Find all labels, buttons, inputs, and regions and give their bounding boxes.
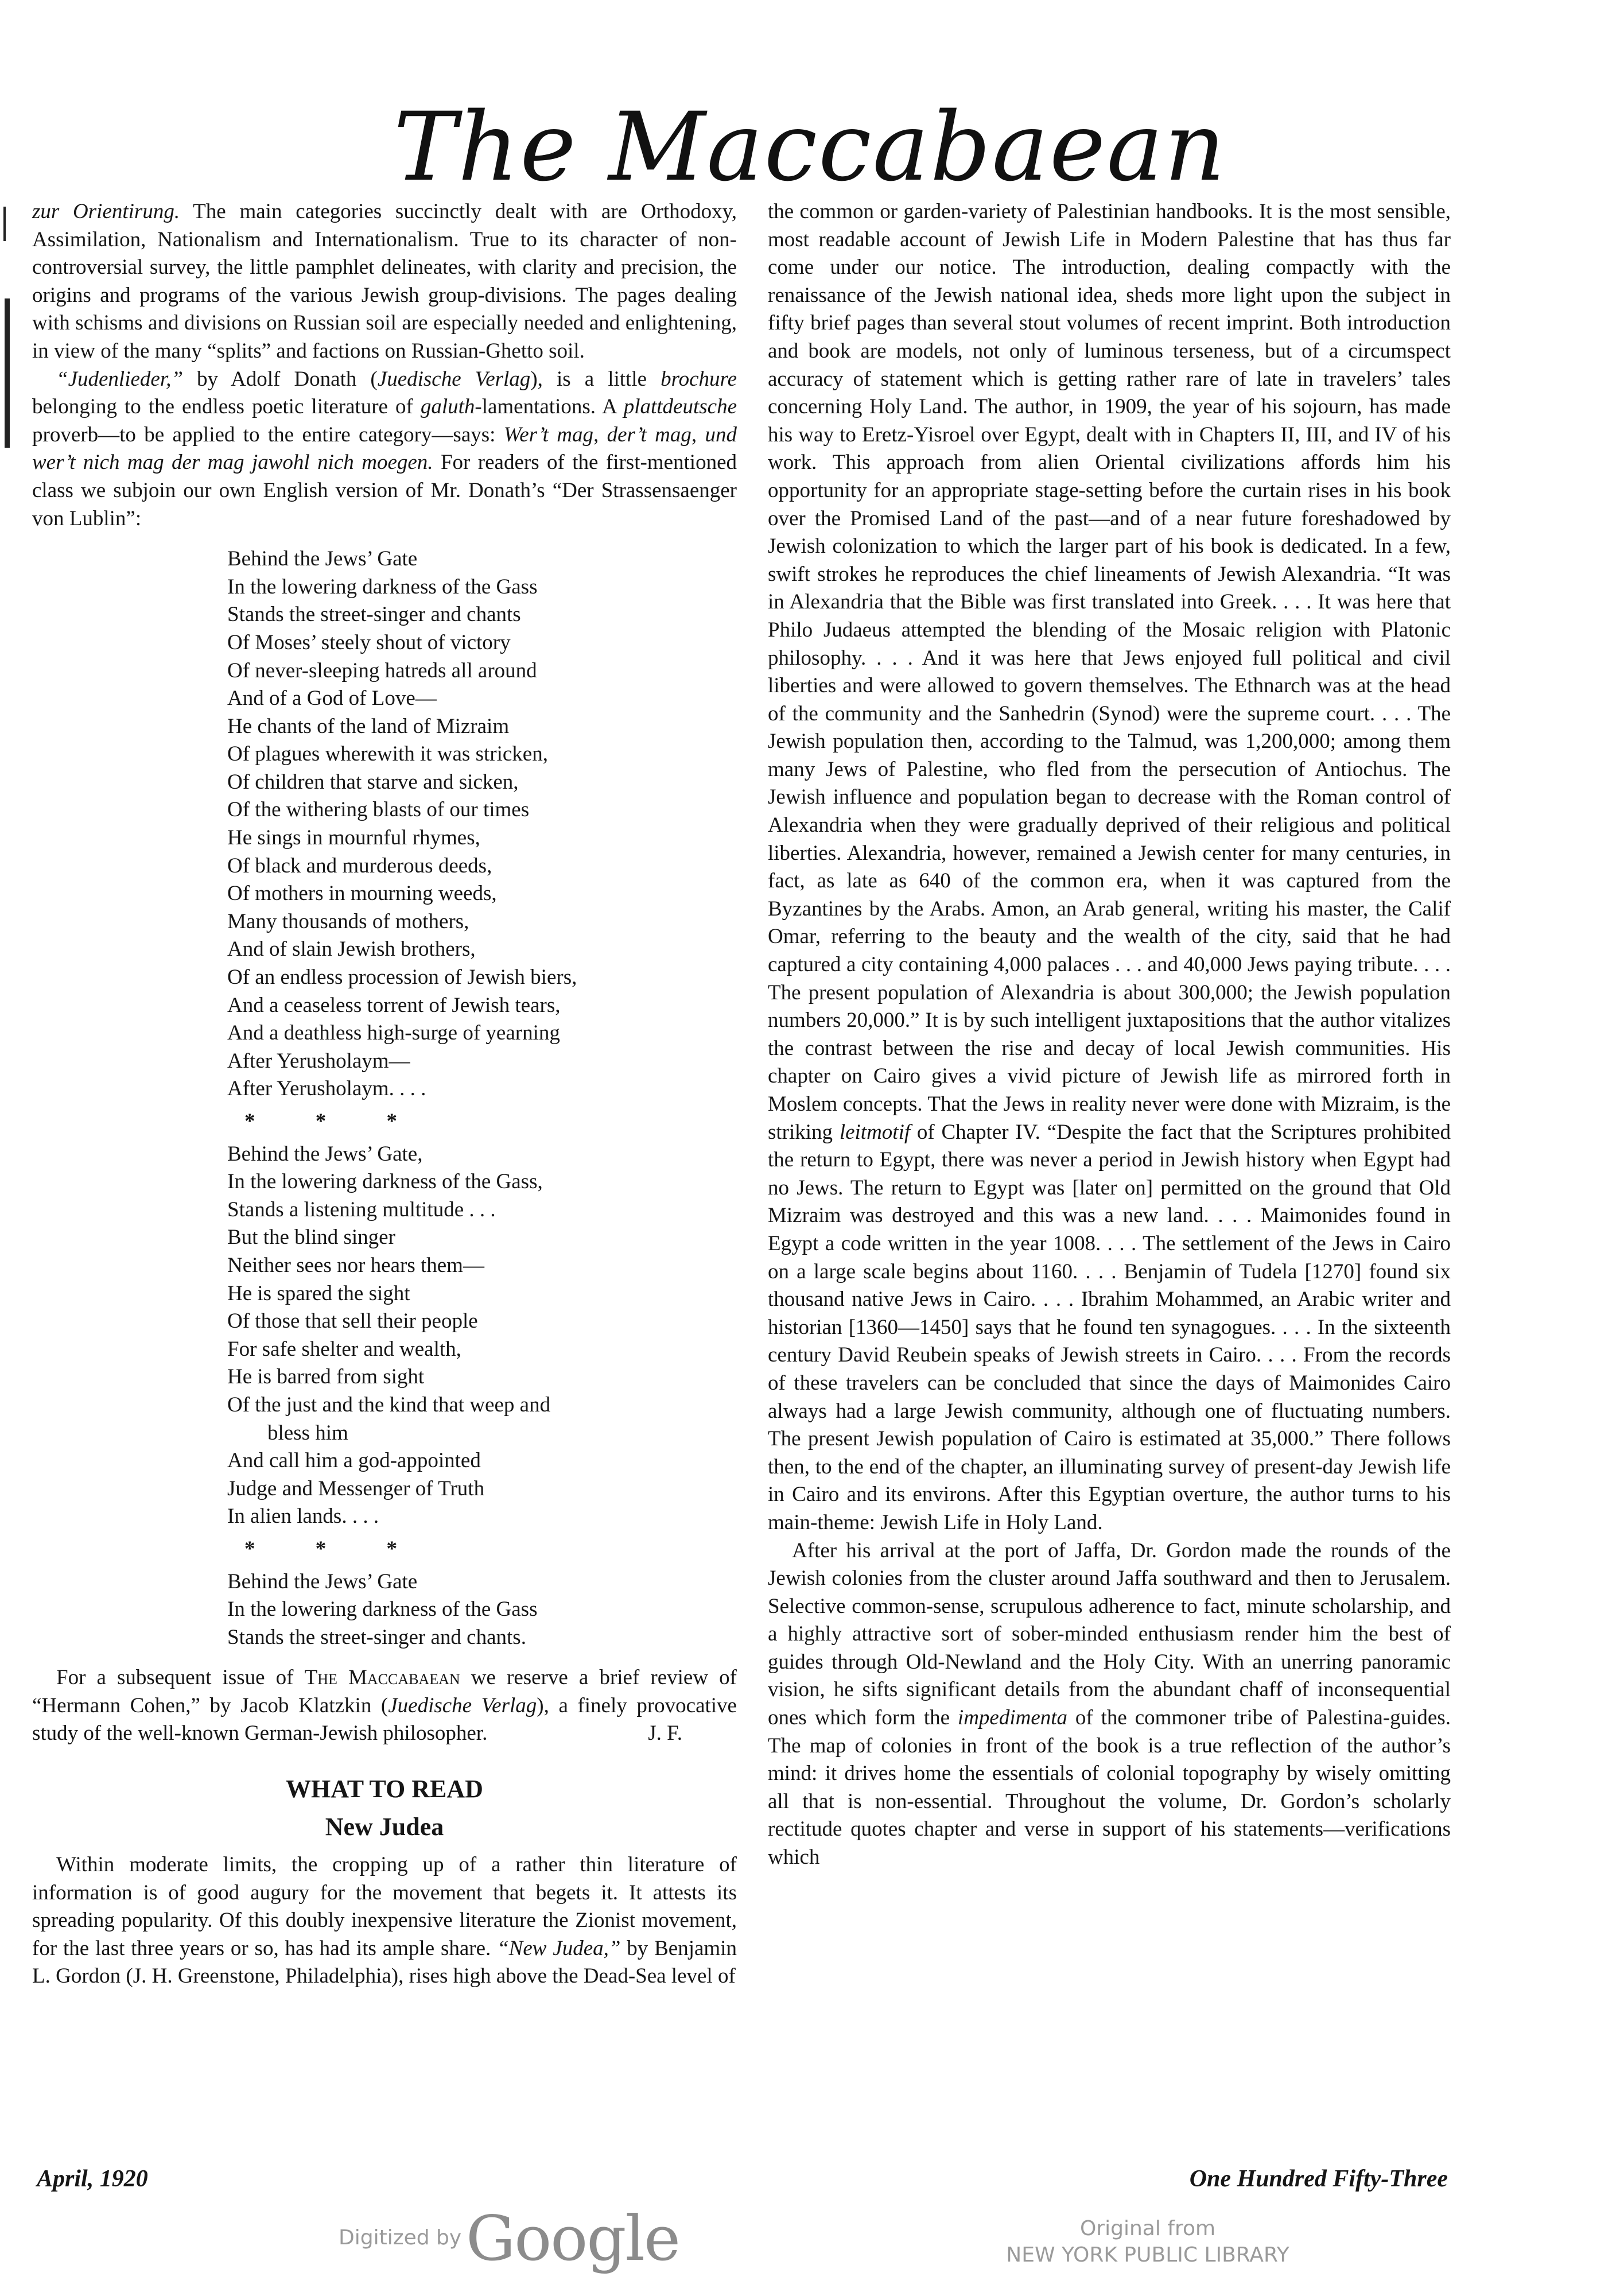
poem-line: He is spared the sight bbox=[227, 1281, 410, 1305]
paragraph-text: For a subsequent issue of bbox=[56, 1666, 305, 1690]
poem bbox=[227, 545, 737, 1103]
section-subtitle: New Judea bbox=[325, 1813, 444, 1841]
poem-line: Of those that sell their people bbox=[227, 1309, 478, 1333]
publisher-name: Juedische Verlag bbox=[377, 367, 531, 391]
margin-binding-mark bbox=[5, 298, 10, 448]
poem-line: And call him a god-appointed bbox=[227, 1449, 481, 1473]
paragraph-text: ), is a little bbox=[530, 367, 661, 391]
poem-line: Of black and murderous deeds, bbox=[227, 854, 492, 878]
poem-line: And a deathless high-surge of yearning bbox=[227, 1021, 560, 1045]
italic-word: plattdeutsche bbox=[623, 395, 737, 419]
italic-word: galuth bbox=[420, 395, 475, 419]
paragraph bbox=[32, 1851, 737, 1991]
poem-line: Of plagues wherewith it was stricken, bbox=[227, 742, 548, 766]
stanza-separator: * * * bbox=[244, 1537, 425, 1561]
masthead-title: The Maccabaean bbox=[393, 92, 1227, 202]
paragraph bbox=[768, 1537, 1451, 1872]
poem-line: In the lowering darkness of the Gass bbox=[227, 1597, 538, 1622]
italic-word: brochure bbox=[661, 367, 737, 391]
paragraph-text: we reserve a brief review of “Hermann Cohen,” by Jacob Klatzkin ( bbox=[32, 1666, 737, 1717]
magazine-name: The Maccabaean bbox=[304, 1666, 460, 1690]
poem-line: Stands a listening multitude . . . bbox=[227, 1197, 496, 1221]
poem-line: bless him bbox=[267, 1421, 348, 1445]
poem-line: Stands the street-singer and chants. bbox=[227, 1625, 526, 1649]
library-name: NEW YORK PUBLIC LIBRARY bbox=[1006, 2243, 1289, 2267]
poem-line: Of children that starve and sicken, bbox=[227, 770, 519, 794]
issue-date: April, 1920 bbox=[37, 2166, 148, 2192]
paragraph-text: Within moderate limits, the cropping up of a rather thin literature of information is of good augury for the movement that begets it. It attests its spreading popularity. Of this doubly inexpensive literature the Zionist movement, for the last three years or so, has had its ample share. bbox=[32, 1853, 737, 1960]
poem-line: After Yerusholaym— bbox=[227, 1049, 410, 1073]
book-title: “Judenlieder,” bbox=[56, 367, 183, 391]
poem-line: Neither sees nor hears them— bbox=[227, 1253, 484, 1277]
page-number: One Hundred Fifty-Three bbox=[1189, 2166, 1448, 2192]
paragraph bbox=[32, 1664, 737, 1748]
section-title: WHAT TO READ bbox=[286, 1775, 483, 1804]
poem-line: Of Moses’ steely shout of victory bbox=[227, 630, 511, 654]
italic-word: impedimenta bbox=[957, 1706, 1068, 1730]
poem-line: And of a God of Love— bbox=[227, 687, 437, 711]
paragraph-text: of the commoner tribe of Palestina-guides. The map of colonies in front of the book is a true reflection of the author’s mind: it drives home the essentials of colonial topography by wisely omitting all that is non-essential. Throughout the volume, Dr. Gordon’s scholarly rectitude quotes chapter and verse in support of his statements—verifications which bbox=[768, 1706, 1451, 1870]
poem-line: Of the withering blasts of our times bbox=[227, 798, 530, 822]
italic-word: leitmotif bbox=[839, 1120, 911, 1144]
poem-line: Judge and Messenger of Truth bbox=[227, 1476, 485, 1500]
poem-line: He sings in mournful rhymes, bbox=[227, 826, 480, 850]
paragraph-text: the common or garden-variety of Palestinian handbooks. It is the most sensible, most readable account of Jewish Life in Modern Palestine that has thus far come under our notice. The introduction, dealing compactly with the renaissance of the Jewish national idea, sheds more light upon the subject in fifty brief pages than several stout volumes of recent imprint. Both introduction and book are models, not only of luminous terseness, but of a circumspect accuracy of statement which is getting rather rare of late in travelers’ tales concerning Holy Land. The author, in 1909, the year of his sojourn, has made his way to Eretz-Yisroel over Egypt, dealt with in Chapters II, III, and IV of his work. This approach from alien Oriental civilizations affords him his opportunity for an appropriate stage-setting before the curtain rises in his book over the Promised Land of the past—and of a near future foreshadowed by Jewish colonization to which the larger part of his book is dedicated. In a few, swift strokes he reproduces the chief lineaments of Jewish Alexandria. “It was in Alexandria that the Bible was first translated into Greek. . . . It was here that Philo Judaeus attempted the blending of the Mosaic religion with Platonic philosophy. . . . And it was here that Jews enjoyed full political and civil liberties and were allowed to govern themselves. The Ethnarch was at the head of the community and the Sanhedrin (Synod) were the supreme court. . . . The Jewish population then, according to the Talmud, was 1,200,000; among them many Jews of Palestine, who fled from the persecution of Antiochus. The Jewish influence and population began to decrease with the Roman control of Alexandria when they were gradually deprived of their religious and political liberties. Alexandria, however, remained a Jewish center for many centuries, in fact, as late as 640 of the common era, when it was captured from the Byzantines by the Arabs. Amon, an Arab general, writing his master, the Calif Omar, referring to the beauty and the wealth of the city, said that he had captured a city containing 4,000 palaces . . . and 40,000 Jews paying tribute. . . . The present population of Alexandria is about 300,000; the Jewish population numbers 20,000.” It is by such intelligent juxtapositions that the author vitalizes the contrast between the rise and decay of local Jewish communities. His chapter on Cairo gives a vivid picture of Jewish life as mirrored forth in Moslem concepts. That the Jews in reality never were done with Mizraim, is the striking bbox=[768, 200, 1451, 1144]
italic-phrase: zur Orientirung. bbox=[32, 200, 180, 223]
poem-line: Many thousands of mothers, bbox=[227, 909, 469, 933]
paragraph-text: ), a finely provocative study of the well-known German-Jewish philosopher. bbox=[32, 1693, 737, 1746]
proverb: Wer’t mag, der’t mag, und wer’t nich mag der mag jawohl nich moegen. bbox=[32, 422, 737, 475]
paragraph-text: proverb—to be applied to the entire category—says: bbox=[32, 422, 504, 447]
poem-line: Of mothers in mourning weeds, bbox=[227, 882, 497, 906]
right-column bbox=[768, 198, 1451, 1872]
publisher-name: Juedische Verlag bbox=[388, 1693, 537, 1717]
poem-line: Stands the street-singer and chants bbox=[227, 603, 521, 627]
paragraph-text: The main categories succinctly dealt with are Orthodoxy, Assimilation, Nationalism and Internationalism. True to its character of non-controversial survey, the little pamphlet delineates, with clarity and precision, the origins and programs of the various Jewish group-divisions. The pages dealing with schisms and divisions on Russian soil are especially needed and enlightening, in view of the many “splits” and factions on Russian-Ghetto soil. bbox=[32, 200, 737, 363]
poem bbox=[227, 1568, 737, 1652]
paragraph-text: After his arrival at the port of Jaffa, Dr. Gordon made the rounds of the Jewish colonies from the cluster around Jaffa southward and then to Jerusalem. Selective common-sense, scrupulous adherence to fact, minute scholarship, and a highly attractive sort of sober-minded enthusiasm render him the best of guides through Old-Newland and the Holy City. With an unerring panoramic vision, he sifts significant details from the abundant chaff of inconsequential ones which form the bbox=[768, 1538, 1451, 1730]
paragraph bbox=[32, 366, 737, 533]
poem-line: And a ceaseless torrent of Jewish tears, bbox=[227, 993, 561, 1017]
poem-line: Of the just and the kind that weep and bbox=[227, 1393, 551, 1417]
paragraph bbox=[768, 198, 1451, 1537]
library-attribution bbox=[976, 2216, 1320, 2268]
poem-line: In the lowering darkness of the Gass, bbox=[227, 1170, 543, 1194]
paragraph-text: by Benjamin L. Gordon (J. H. Greenstone, Philadelphia), rises high above the Dead-Sea level of bbox=[32, 1936, 737, 1988]
poem-line: In alien lands. . . . bbox=[227, 1504, 379, 1529]
stanza-separator: * * * bbox=[244, 1110, 425, 1133]
poem-line: But the blind singer bbox=[227, 1225, 395, 1250]
margin-binding-mark bbox=[3, 207, 6, 241]
google-logo: Google bbox=[466, 2203, 679, 2275]
poem-line: Behind the Jews’ Gate bbox=[227, 547, 418, 571]
paragraph-text: belonging to the endless poetic literature of bbox=[32, 395, 421, 419]
poem-line: Behind the Jews’ Gate, bbox=[227, 1142, 423, 1166]
paragraph-text: of Chapter IV. “Despite the fact that the Scriptures prohibited the return to Egypt, there was never a period in Jewish history when Egypt had no Jews. The return to Egypt was [later on] permitted on the ground that Old Mizraim was destroyed and this was a new land. . . . Maimonides found in Egypt a code written in the year 1008. . . . The settlement of the Jews in Cairo on a large scale begins about 1160. . . . Benjamin of Tudela [1270] found six thousand native Jews in Cairo. . . . Ibrahim Mohammed, an Arabic writer and historian [1360—1450] says that he found ten synagogues. . . . In the sixteenth century David Reubein speaks of Jewish streets in Cairo. . . . From the records of these travelers can be concluded that since the days of Maimonides Cairo always had a large Jewish community, although one of fluctuating numbers. The present Jewish population of Cairo is estimated at 35,000.” There follows then, to the end of the chapter, an illuminating survey of present-day Jewish life in Cairo and its environs. After this Egyptian overture, the author turns to his main-theme: Jewish Life in Holy Land. bbox=[768, 1120, 1451, 1534]
poem-line: Behind the Jews’ Gate bbox=[227, 1569, 418, 1593]
original-from-label: Original from bbox=[1079, 2217, 1216, 2240]
paragraph-text: For readers of the first-mentioned class we subjoin our own English version of Mr. Donath’s “Der Strassensaenger von Lublin”: bbox=[32, 451, 737, 530]
author-signature: J. F. bbox=[648, 1721, 682, 1746]
poem-line: He is barred from sight bbox=[227, 1365, 425, 1389]
left-column bbox=[32, 198, 737, 1991]
digitized-by-label: Digitized by bbox=[339, 2226, 462, 2250]
poem-line: And of slain Jewish brothers, bbox=[227, 937, 476, 961]
poem-line: Of an endless procession of Jewish biers, bbox=[227, 965, 577, 990]
poem-line: Of never-sleeping hatreds all around bbox=[227, 658, 537, 682]
poem-line: After Yerusholaym. . . . bbox=[227, 1077, 426, 1101]
book-title: “New Judea,” bbox=[497, 1936, 621, 1960]
paragraph-text: by Adolf Donath ( bbox=[182, 367, 378, 391]
paragraph-text: -lamentations. A bbox=[475, 395, 624, 419]
poem-line: He chants of the land of Mizraim bbox=[227, 714, 510, 738]
poem-line: For safe shelter and wealth, bbox=[227, 1337, 461, 1361]
paragraph bbox=[32, 198, 737, 366]
poem-line: In the lowering darkness of the Gass bbox=[227, 575, 538, 599]
poem bbox=[227, 1141, 737, 1531]
